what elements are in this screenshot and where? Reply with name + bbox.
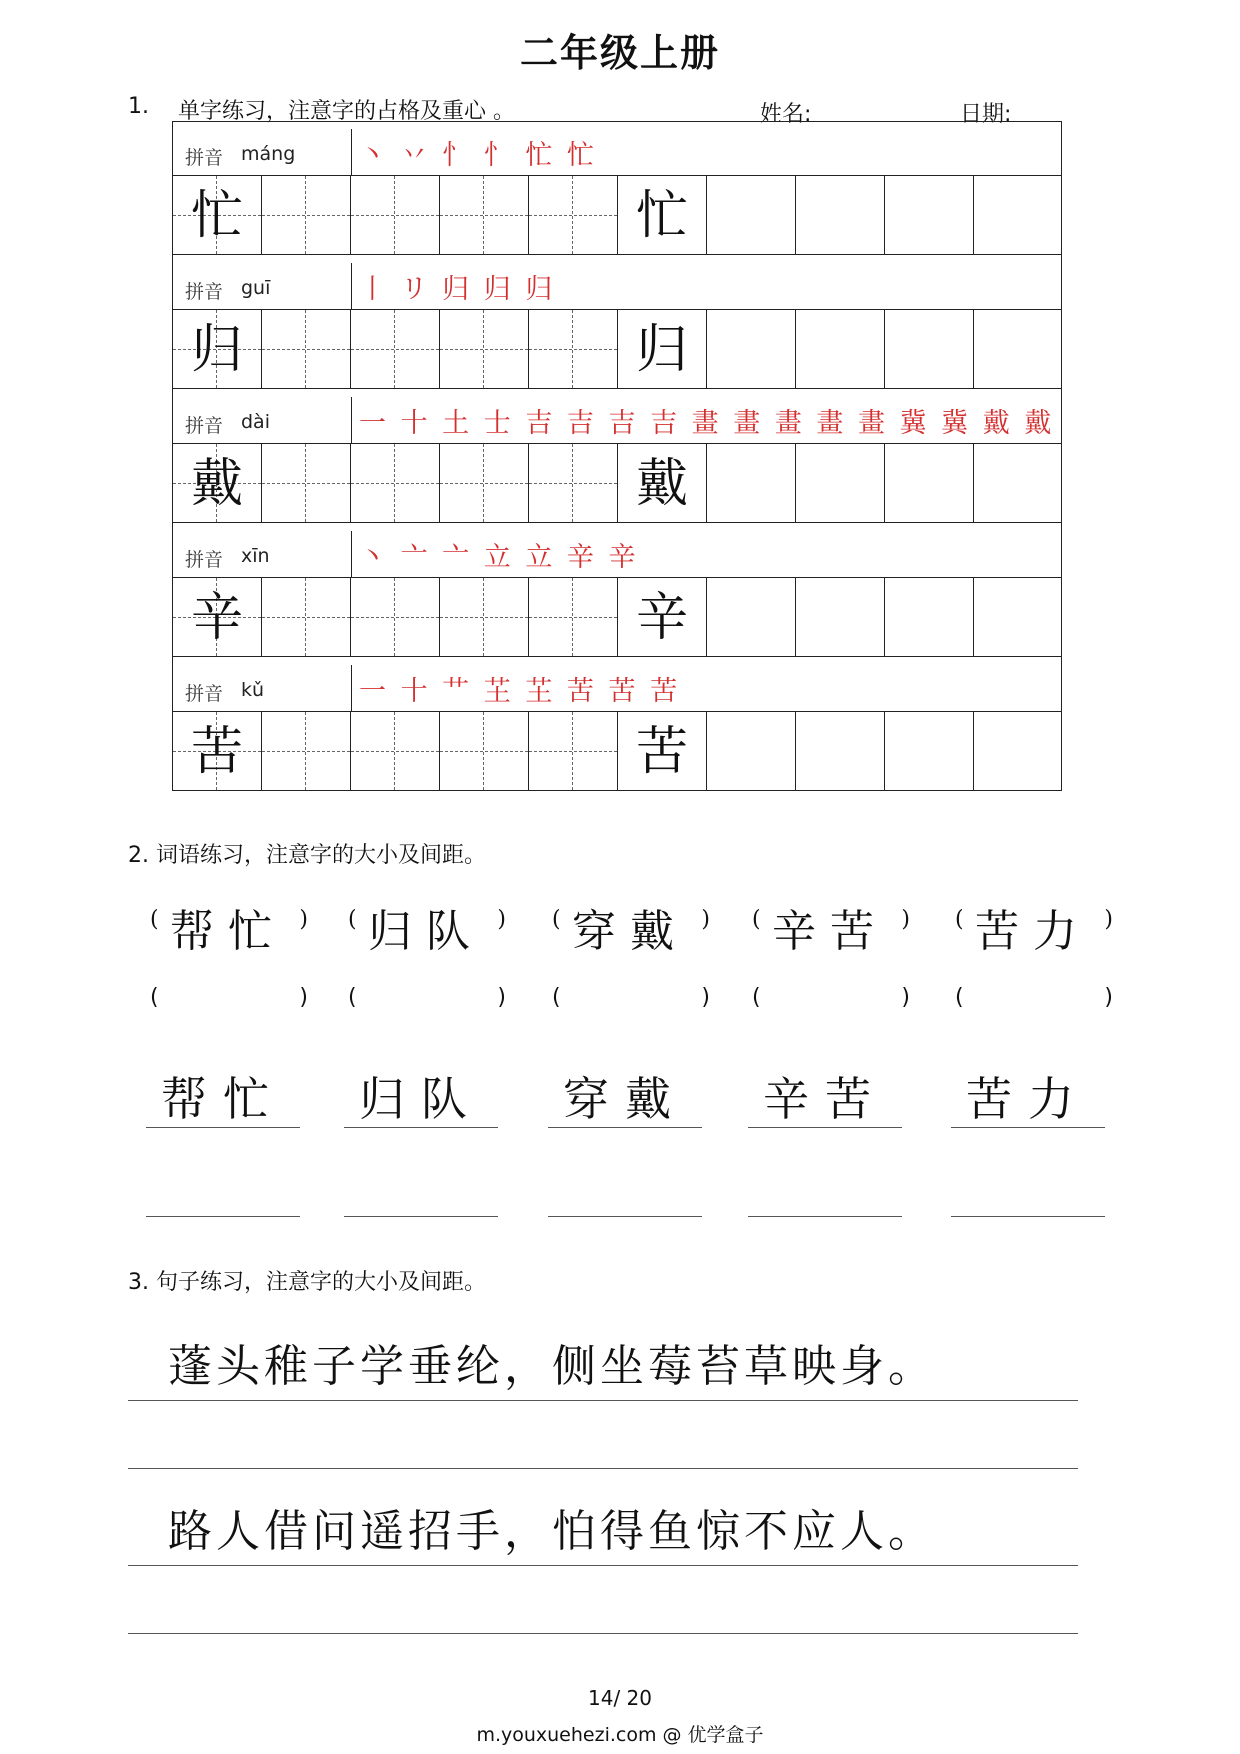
word-trace: 穿戴	[548, 1063, 702, 1128]
model-character-cell	[172, 577, 261, 657]
writing-cell[interactable]	[973, 711, 1062, 791]
writing-cell[interactable]	[439, 711, 528, 791]
writing-cell[interactable]	[350, 309, 439, 389]
guide-line	[394, 176, 395, 254]
writing-row	[172, 443, 1062, 523]
writing-cell[interactable]	[528, 443, 617, 523]
guide-line	[351, 617, 439, 618]
pinyin-separator	[351, 665, 352, 711]
writing-cell[interactable]	[706, 175, 795, 255]
paren-right: )	[901, 907, 910, 932]
guide-line	[351, 751, 439, 752]
pinyin-separator	[351, 263, 352, 309]
guide-line	[483, 712, 484, 790]
pinyin-blank[interactable]	[150, 985, 310, 1015]
writing-cell[interactable]	[795, 175, 884, 255]
guide-line	[483, 310, 484, 388]
model-character-cell	[617, 309, 706, 389]
writing-cell[interactable]	[884, 443, 973, 523]
pinyin-label: 拼音	[185, 549, 224, 571]
pinyin-value: xīn	[241, 545, 270, 567]
model-character-cell	[617, 175, 706, 255]
guide-line	[529, 215, 617, 216]
pinyin-separator	[351, 397, 352, 443]
writing-cell[interactable]	[973, 443, 1062, 523]
writing-row	[172, 577, 1062, 657]
guide-line	[483, 578, 484, 656]
writing-row	[172, 711, 1062, 791]
sentence-writing-line[interactable]	[128, 1633, 1078, 1634]
model-character: 忙	[190, 186, 243, 246]
model-character: 戴	[635, 454, 688, 514]
word-with-pinyin-box	[150, 895, 310, 955]
model-character: 辛	[190, 588, 243, 648]
guide-line	[305, 176, 306, 254]
guide-line	[529, 751, 617, 752]
stroke-order: 丶 亠 亠 立 立 辛 辛	[359, 542, 639, 573]
word-with-pinyin-box	[955, 895, 1115, 955]
guide-line	[351, 215, 439, 216]
model-character-cell	[617, 443, 706, 523]
paren-left: (	[348, 985, 357, 1010]
guide-line	[572, 578, 573, 656]
model-character: 苦	[190, 722, 243, 782]
writing-cell[interactable]	[261, 309, 350, 389]
paren-left: (	[955, 907, 964, 932]
pinyin-row	[172, 121, 1062, 175]
paren-right: )	[701, 985, 710, 1010]
guide-line	[305, 310, 306, 388]
pinyin-blank[interactable]	[348, 985, 508, 1015]
pinyin-blank[interactable]	[955, 985, 1115, 1015]
writing-cell[interactable]	[795, 309, 884, 389]
writing-cell[interactable]	[973, 175, 1062, 255]
sentence-writing-line[interactable]	[128, 1468, 1078, 1469]
guide-line	[305, 578, 306, 656]
pinyin-label: 拼音	[185, 281, 224, 303]
pinyin-separator	[351, 531, 352, 577]
pinyin-value: máng	[241, 143, 296, 165]
writing-cell[interactable]	[261, 577, 350, 657]
writing-cell[interactable]	[884, 175, 973, 255]
writing-cell[interactable]	[350, 443, 439, 523]
guide-line	[572, 310, 573, 388]
paren-left: (	[752, 985, 761, 1010]
model-character: 戴	[190, 454, 243, 514]
guide-line	[394, 310, 395, 388]
paren-right: )	[497, 907, 506, 932]
writing-cell[interactable]	[973, 309, 1062, 389]
word-model: 归队	[368, 906, 484, 957]
word-writing-line[interactable]	[951, 1216, 1105, 1217]
writing-cell[interactable]	[350, 175, 439, 255]
date-label: 日期:	[960, 102, 1012, 127]
word-trace: 帮忙	[146, 1063, 300, 1128]
paren-left: (	[150, 907, 159, 932]
writing-cell[interactable]	[350, 711, 439, 791]
page-title: 二年级上册	[519, 31, 720, 75]
model-character-cell	[172, 175, 261, 255]
paren-left: (	[752, 907, 761, 932]
pinyin-value: guī	[241, 277, 271, 299]
pinyin-label: 拼音	[185, 683, 224, 705]
writing-cell[interactable]	[884, 309, 973, 389]
writing-cell[interactable]	[528, 711, 617, 791]
writing-row	[172, 175, 1062, 255]
guide-line	[529, 617, 617, 618]
paren-left: (	[552, 907, 561, 932]
word-trace: 苦力	[951, 1063, 1105, 1128]
guide-line	[440, 483, 528, 484]
writing-cell[interactable]	[795, 577, 884, 657]
writing-cell[interactable]	[528, 175, 617, 255]
stroke-order: 一 十 土 士 吉 吉 吉 吉 畫 畫 畫 畫 畫 冀 冀 戴 戴	[359, 408, 1055, 439]
stroke-order: 丨 リ 归 归 归	[359, 274, 556, 305]
guide-line	[262, 483, 350, 484]
guide-line	[440, 349, 528, 350]
sentence-model-line	[128, 1565, 1078, 1566]
paren-right: )	[497, 985, 506, 1010]
model-character-cell	[617, 711, 706, 791]
guide-line	[529, 483, 617, 484]
guide-line	[262, 349, 350, 350]
pinyin-blank[interactable]	[552, 985, 712, 1015]
sentence-model-line	[128, 1400, 1078, 1401]
guide-line	[529, 349, 617, 350]
stroke-order: 一 十 艹 芏 芏 苦 苦 苦	[359, 676, 681, 707]
guide-line	[394, 712, 395, 790]
section3-instruction: 3. 句子练习，注意字的大小及间距。	[128, 1270, 486, 1295]
writing-row	[172, 309, 1062, 389]
model-character: 苦	[635, 722, 688, 782]
word-with-pinyin-box	[752, 895, 912, 955]
pinyin-value: dài	[241, 411, 270, 433]
word-writing-line[interactable]	[548, 1216, 702, 1217]
pinyin-separator	[351, 129, 352, 175]
pinyin-value: kǔ	[241, 679, 265, 701]
paren-right: )	[701, 907, 710, 932]
guide-line	[351, 483, 439, 484]
writing-cell[interactable]	[528, 577, 617, 657]
word-writing-line[interactable]	[146, 1216, 300, 1217]
writing-cell[interactable]	[706, 443, 795, 523]
writing-cell[interactable]	[884, 711, 973, 791]
writing-cell[interactable]	[795, 711, 884, 791]
guide-line	[394, 578, 395, 656]
word-trace: 归队	[344, 1063, 498, 1128]
guide-line	[305, 444, 306, 522]
paren-left: (	[348, 907, 357, 932]
sentence-model: 蓬头稚子学垂纶，侧坐莓苔草映身。	[168, 1341, 936, 1392]
paren-right: )	[901, 985, 910, 1010]
guide-line	[262, 215, 350, 216]
writing-cell[interactable]	[528, 309, 617, 389]
writing-cell[interactable]	[439, 309, 528, 389]
character-practice-grid	[172, 121, 1062, 795]
paren-right: )	[299, 907, 308, 932]
paren-left: (	[150, 985, 159, 1010]
guide-line	[440, 215, 528, 216]
sentence-model: 路人借问遥招手，怕得鱼惊不应人。	[168, 1506, 936, 1557]
pinyin-blank[interactable]	[752, 985, 912, 1015]
word-model: 苦力	[975, 906, 1091, 957]
writing-cell[interactable]	[706, 711, 795, 791]
guide-line	[305, 712, 306, 790]
pinyin-label: 拼音	[185, 415, 224, 437]
guide-line	[440, 751, 528, 752]
paren-right: )	[1104, 985, 1113, 1010]
pinyin-label: 拼音	[185, 147, 224, 169]
paren-left: (	[955, 985, 964, 1010]
word-model: 帮忙	[170, 906, 286, 957]
footer-site: m.youxuehezi.com @ 优学盒子	[476, 1724, 764, 1746]
section1-instruction: 单字练习，注意字的占格及重心 。	[178, 99, 515, 124]
word-writing-line[interactable]	[748, 1216, 902, 1217]
guide-line	[572, 444, 573, 522]
pinyin-row	[172, 523, 1062, 577]
section1-number: 1.	[128, 94, 149, 119]
section2-instruction: 2. 词语练习，注意字的大小及间距。	[128, 843, 486, 868]
writing-cell[interactable]	[884, 577, 973, 657]
writing-cell[interactable]	[261, 711, 350, 791]
model-character: 归	[635, 320, 688, 380]
paren-right: )	[1104, 907, 1113, 932]
writing-cell[interactable]	[795, 443, 884, 523]
model-character-cell	[172, 443, 261, 523]
paren-right: )	[299, 985, 308, 1010]
pinyin-row	[172, 255, 1062, 309]
pinyin-row	[172, 657, 1062, 711]
writing-cell[interactable]	[439, 443, 528, 523]
word-trace: 辛苦	[748, 1063, 902, 1128]
writing-cell[interactable]	[706, 309, 795, 389]
writing-cell[interactable]	[350, 577, 439, 657]
writing-cell[interactable]	[261, 443, 350, 523]
name-label: 姓名:	[760, 102, 812, 127]
writing-cell[interactable]	[706, 577, 795, 657]
model-character: 忙	[635, 186, 688, 246]
guide-line	[351, 349, 439, 350]
model-character: 辛	[635, 588, 688, 648]
guide-line	[483, 176, 484, 254]
guide-line	[394, 444, 395, 522]
page-number: 14/ 20	[588, 1686, 652, 1710]
writing-cell[interactable]	[973, 577, 1062, 657]
word-with-pinyin-box	[348, 895, 508, 955]
guide-line	[483, 444, 484, 522]
word-with-pinyin-box	[552, 895, 712, 955]
guide-line	[262, 751, 350, 752]
paren-left: (	[552, 985, 561, 1010]
word-model: 穿戴	[572, 906, 688, 957]
model-character: 归	[190, 320, 243, 380]
word-model: 辛苦	[772, 906, 888, 957]
guide-line	[262, 617, 350, 618]
guide-line	[572, 712, 573, 790]
model-character-cell	[172, 309, 261, 389]
guide-line	[572, 176, 573, 254]
model-character-cell	[617, 577, 706, 657]
stroke-order: 丶 丷 忄 忄 忙 忙	[359, 140, 597, 171]
model-character-cell	[172, 711, 261, 791]
writing-cell[interactable]	[261, 175, 350, 255]
writing-cell[interactable]	[439, 175, 528, 255]
pinyin-row	[172, 389, 1062, 443]
guide-line	[440, 617, 528, 618]
writing-cell[interactable]	[439, 577, 528, 657]
word-writing-line[interactable]	[344, 1216, 498, 1217]
